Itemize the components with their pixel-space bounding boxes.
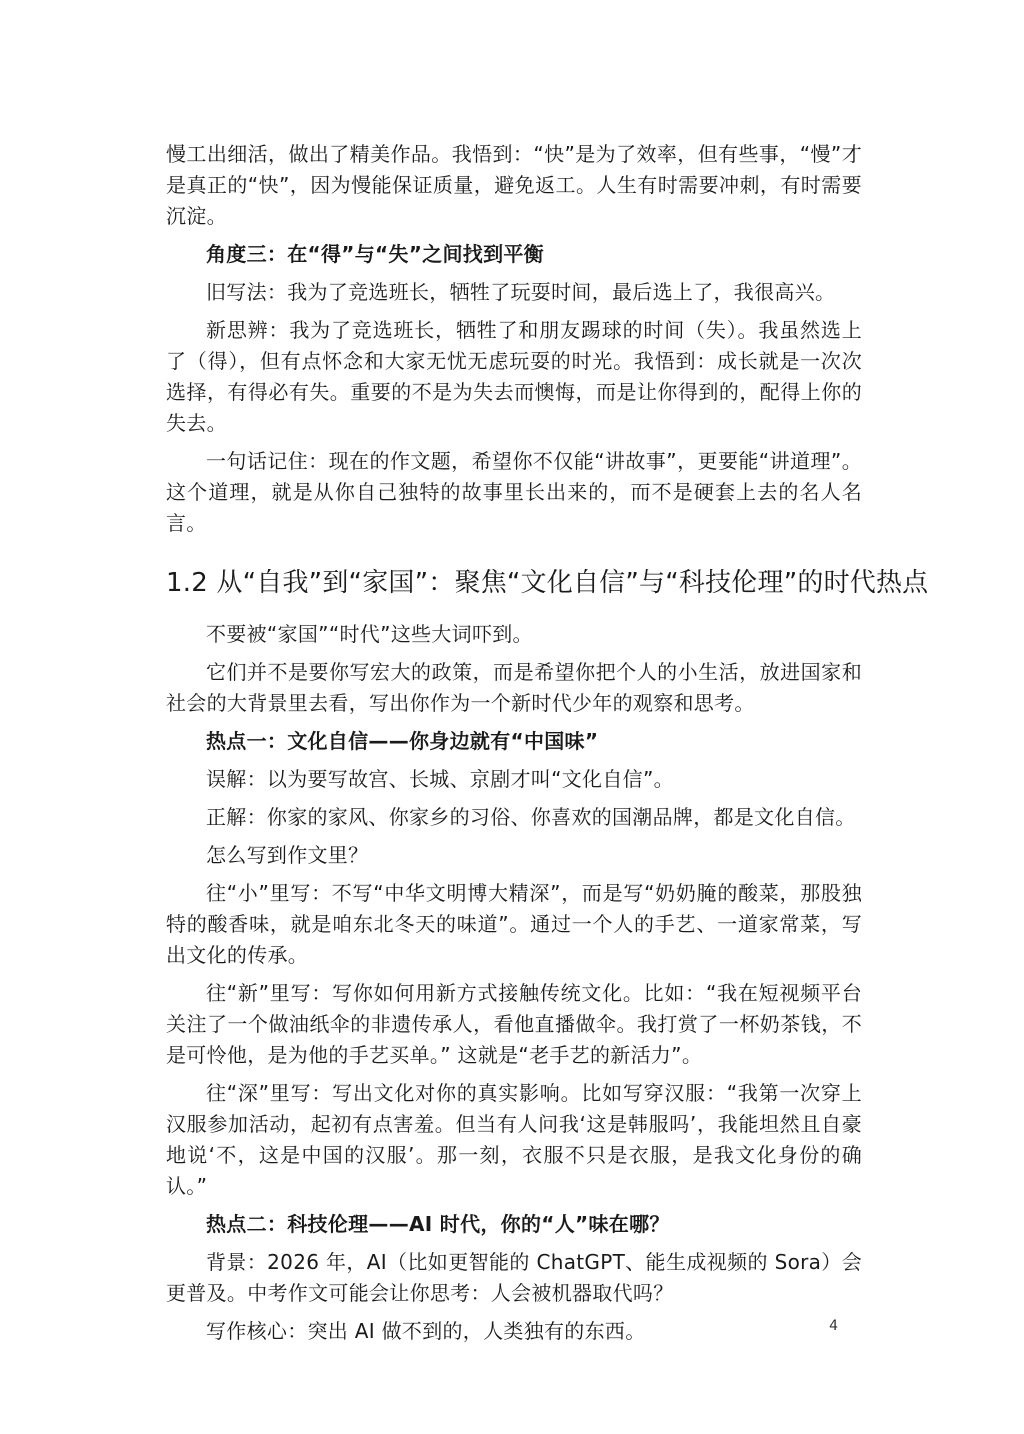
paragraph: 新思辨：我为了竞选班长，牺牲了和朋友踢球的时间（失）。我虽然选上了（得），但有点怀念和大家无忧无虑玩耍的时光。我悟到：成长就是一次次选择，有得必有失。重要的不是为失去而懊悔，而是让你得到的，配得上你的失去。: [166, 318, 862, 435]
paragraph: 正解：你家的家风、你家乡的习俗、你喜欢的国潮品牌，都是文化自信。: [206, 805, 856, 829]
paragraph: 往“新”里写：写你如何用新方式接触传统文化。比如：“我在短视频平台关注了一个做油纸伞的非遗传承人，看他直播做伞。我打赏了一杯奶茶钱，不是可怜他，是为他的手艺买单。” 这就是“老手艺的新活力”。: [166, 981, 862, 1067]
page-content: [166, 139, 929, 1347]
paragraph: 不要被“家国”“时代”这些大词吓到。: [206, 622, 533, 646]
subheading: 热点二：科技伦理——AI 时代，你的“人”味在哪？: [206, 1212, 670, 1236]
paragraph: 背景：2026 年，AI（比如更智能的 ChatGPT、能生成视频的 Sora）会更普及。中考作文可能会让你思考：人会被机器取代吗？: [166, 1250, 862, 1305]
paragraph: 写作核心：突出 AI 做不到的，人类独有的东西。: [206, 1319, 646, 1343]
paragraphs-top: [166, 139, 862, 539]
paragraphs-bottom: [166, 619, 862, 1347]
page-number: 4: [829, 1318, 838, 1334]
paragraph: 误解：以为要写故宫、长城、京剧才叫“文化自信”。: [206, 767, 674, 791]
subheading: 角度三：在“得”与“失”之间找到平衡: [206, 242, 544, 266]
paragraph: 怎么写到作文里？: [206, 843, 369, 867]
paragraph: 往“小”里写：不写“中华文明博大精深”，而是写“奶奶腌的酸菜，那股独特的酸香味，就是咱东北冬天的味道”。通过一个人的手艺、一道家常菜，写出文化的传承。: [166, 881, 862, 967]
paragraph: 一句话记住：现在的作文题，希望你不仅能“讲故事”，更要能“讲道理”。这个道理，就是从你自己独特的故事里长出来的，而不是硬套上去的名人名言。: [166, 449, 862, 535]
paragraph: 慢工出细活，做出了精美作品。我悟到：“快”是为了效率，但有些事，“慢”才是真正的“快”，因为慢能保证质量，避免返工。人生有时需要冲刺，有时需要沉淀。: [166, 142, 862, 228]
paragraph: 它们并不是要你写宏大的政策，而是希望你把个人的小生活，放进国家和社会的大背景里去看，写出你作为一个新时代少年的观察和思考。: [166, 660, 862, 715]
paragraph: 旧写法：我为了竞选班长，牺牲了玩耍时间，最后选上了，我很高兴。: [206, 280, 836, 304]
subheading: 热点一：文化自信——你身边就有“中国味”: [206, 729, 599, 753]
paragraph: 往“深”里写：写出文化对你的真实影响。比如写穿汉服：“我第一次穿上汉服参加活动，起初有点害羞。但当有人问我‘这是韩服吗’，我能坦然且自豪地说‘不，这是中国的汉服’。那一刻，衣服不只是衣服，是我文化身份的确认。”: [166, 1081, 862, 1198]
section-heading: 1.2 从“自我”到“家国”：聚焦“文化自信”与“科技伦理”的时代热点: [166, 568, 929, 598]
